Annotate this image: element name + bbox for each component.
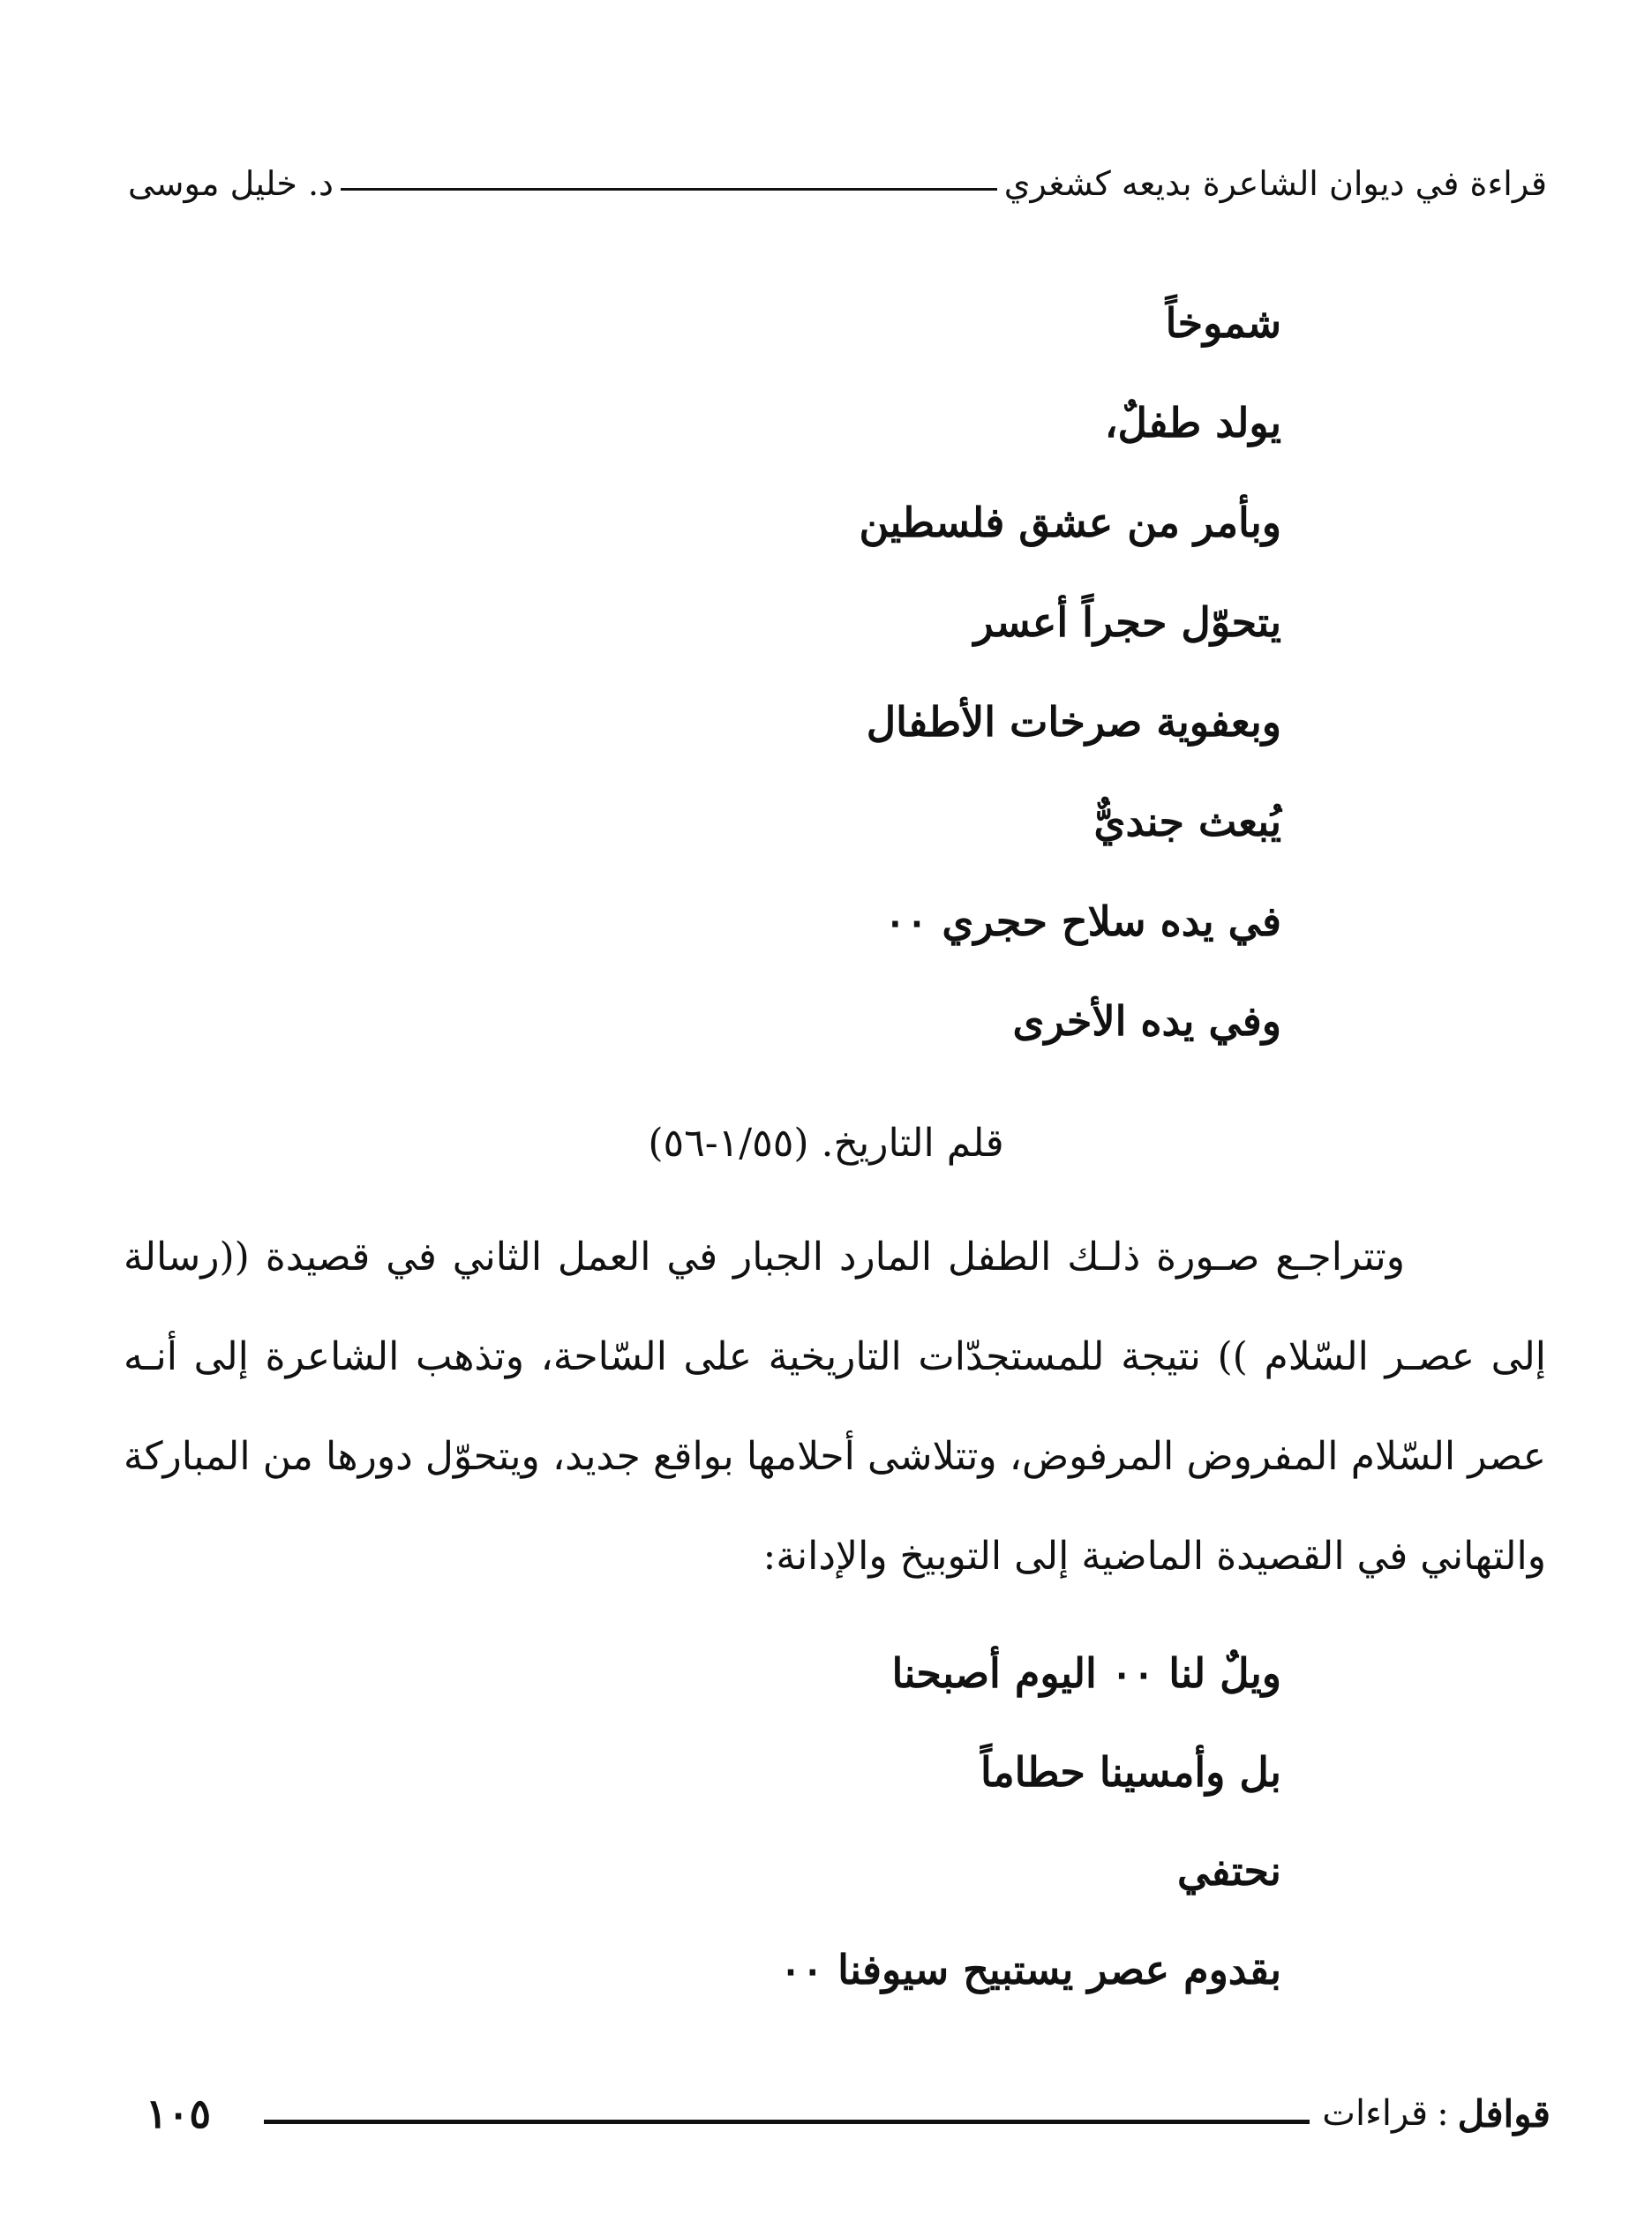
- header-title: قراءة في ديوان الشاعرة بديعه كشغري: [1003, 164, 1547, 203]
- verse-line: يتحوّل حجراً أعسر: [973, 598, 1281, 646]
- paragraph-text: وتتراجـع صـورة ذلـك الطفل المارد الجبار في العمل الثاني في قصيدة ((رسالة إلى عصـر السّلام )) نتيجة للمستجدّات التاريخية على السّاحة، وتذهب الشاعرة إلى أنـه عصر السّلام المفروض المرفوض، وتتلاشى أحلامها بواقع جديد، ويتحوّل دورها من المباركة والتهاني في القصيدة الماضية إلى التوبيخ والإدانة:: [124, 1235, 1546, 1579]
- footer-journal-name: قوافل: [1457, 2091, 1551, 2136]
- footer-rule: [264, 2120, 1310, 2124]
- header-rule: [341, 188, 997, 191]
- verse-line: يُبعث جنديٌّ: [1093, 798, 1281, 845]
- verse-line: يولد طفلٌ،: [1104, 399, 1281, 447]
- poem-excerpt-two: [780, 1624, 1281, 2019]
- verse-line: وفي يده الأخرى: [1012, 997, 1281, 1045]
- running-footer: [146, 2083, 1551, 2144]
- poem-excerpt-one: [860, 274, 1282, 1071]
- verse-line: وبعفوية صرخات الأطفال: [866, 698, 1281, 746]
- verse-line: بقدوم عصر يستبيح سيوفنا ٠٠: [779, 1946, 1281, 1993]
- footer-section-name: قراءات: [1322, 2093, 1429, 2134]
- header-author: د. خليل موسى: [128, 164, 334, 203]
- verse-line: في يده سلاح حجري ٠٠: [883, 897, 1281, 945]
- verse-line: ويلٌ لنا ٠٠ اليوم أصبحنا: [891, 1649, 1281, 1697]
- verse-line: وبأمر من عشق فلسطين: [859, 499, 1281, 546]
- body-paragraph: [124, 1207, 1546, 1606]
- page-number: ١٠٥: [146, 2090, 212, 2137]
- verse-line: بل وأمسينا حطاماً: [980, 1748, 1281, 1796]
- verse-line: شموخاً: [1165, 299, 1281, 347]
- poem-citation: قلم التاريخ. (١/٥٥-٥٦): [648, 1121, 1004, 1166]
- footer-separator: :: [1437, 2093, 1449, 2134]
- running-header: [128, 157, 1547, 210]
- verse-line: نحتفي: [1177, 1847, 1281, 1895]
